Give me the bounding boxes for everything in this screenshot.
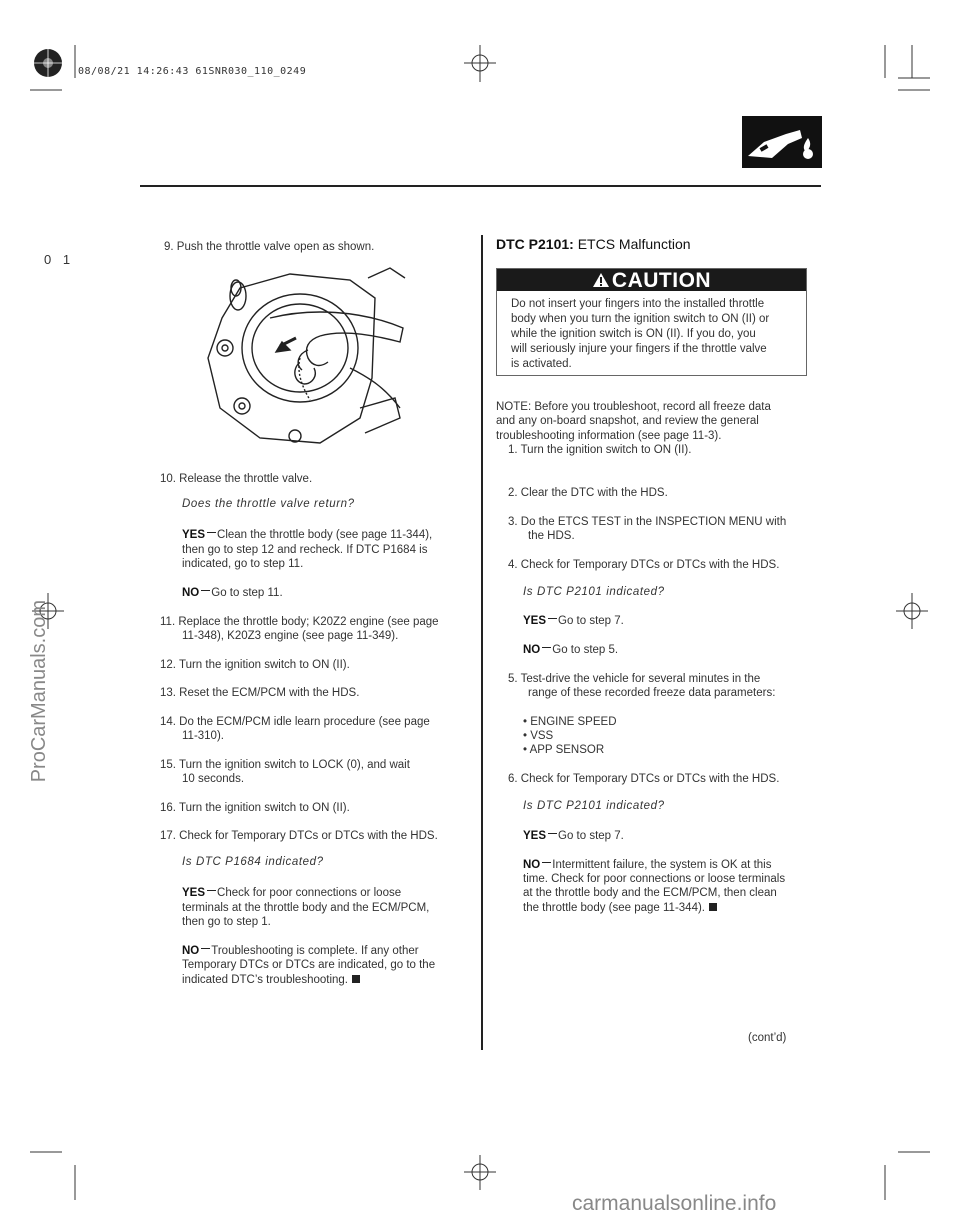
throttle-body-illustration [200, 258, 410, 454]
step-13: 13. Reset the ECM/PCM with the HDS. [160, 687, 360, 699]
r-step-2: 2. Clear the DTC with the HDS. [508, 487, 668, 499]
dtc-title: ETCS Malfunction [577, 236, 691, 252]
end-mark-icon [709, 903, 717, 911]
step-15: 15. Turn the ignition switch to LOCK (0), and wait [160, 759, 410, 771]
r-step-3-cont: the HDS. [528, 530, 575, 542]
yes-2-line-1: Check for poor connections or loose [217, 887, 402, 899]
fuel-nozzle-icon [742, 116, 822, 168]
note-line: troubleshooting information (see page 11-3). [496, 430, 722, 442]
step-9: 9. Push the throttle valve open as shown. [164, 241, 375, 253]
step-14: 14. Do the ECM/PCM idle learn procedure (see page [160, 716, 430, 728]
yes-label: YES [523, 615, 547, 627]
answer-yes-1 [182, 528, 432, 543]
question-throttle-return: Does the throttle valve return? [182, 498, 355, 510]
caution-line: while the ignition switch is ON (II). If you do, you [511, 328, 756, 340]
r-no-2-line-2: time. Check for poor connections or loose terminals [523, 873, 786, 885]
note-line: and any on-board snapshot, and review the general [496, 415, 759, 427]
continued-marker: (cont’d) [748, 1032, 787, 1044]
answer-no-2 [182, 944, 419, 959]
r-step-6: 6. Check for Temporary DTCs or DTCs with the HDS. [508, 773, 780, 785]
warning-triangle-icon [592, 272, 610, 288]
r-yes-2-text: Go to step 7. [558, 830, 624, 842]
step-16: 16. Turn the ignition switch to ON (II). [160, 802, 350, 814]
r-question-p2101-2: Is DTC P2101 indicated? [523, 800, 665, 812]
step-15-cont: 10 seconds. [182, 773, 245, 785]
param-item: • ENGINE SPEED [523, 716, 617, 728]
param-item: • APP SENSOR [523, 744, 605, 756]
note-line: NOTE: Before you troubleshoot, record all freeze data [496, 401, 771, 413]
caution-line: Do not insert your fingers into the installed throttle [511, 298, 765, 310]
no-1-text: Go to step 11. [211, 587, 283, 599]
side-watermark: ProCarManuals.com [28, 600, 50, 783]
no-2-line-1: Troubleshooting is complete. If any other [211, 945, 419, 957]
r-no-2-line-4-text: the throttle body (see page 11-344). [523, 902, 705, 914]
no-label: NO [182, 587, 200, 599]
dtc-code: DTC P2101: [496, 236, 574, 252]
answer-no-1 [182, 586, 283, 601]
caution-box [496, 268, 807, 376]
r-yes-1-text: Go to step 7. [558, 615, 624, 627]
caution-line: body when you turn the ignition switch to ON (II) or [511, 313, 770, 325]
no-label: NO [523, 859, 541, 871]
answer-yes-2 [182, 886, 401, 901]
step-12: 12. Turn the ignition switch to ON (II). [160, 659, 350, 671]
no-2-line-3 [182, 973, 360, 988]
caution-title: CAUTION [611, 269, 712, 292]
footer-watermark: carmanualsonline.info [572, 1192, 777, 1215]
header-rule [140, 185, 821, 187]
r-answer-no-2 [523, 858, 771, 873]
step-11-cont: 11-348), K20Z3 engine (see page 11-349). [182, 630, 399, 642]
no-label: NO [523, 644, 541, 656]
yes-label: YES [182, 887, 206, 899]
r-no-2-line-4 [523, 901, 717, 916]
caution-header [497, 269, 806, 291]
margin-mark: 0 1 [44, 252, 75, 267]
r-answer-no-1 [523, 643, 618, 658]
yes-2-line-2: terminals at the throttle body and the ECM/PCM, [182, 902, 430, 914]
no-label: NO [182, 945, 200, 957]
r-no-2-line-1: Intermittent failure, the system is OK at this [552, 859, 772, 871]
end-mark-icon [352, 975, 360, 983]
column-divider [481, 235, 483, 1050]
r-answer-yes-2 [523, 829, 624, 844]
r-step-4: 4. Check for Temporary DTCs or DTCs with the HDS. [508, 559, 780, 571]
step-17: 17. Check for Temporary DTCs or DTCs with the HDS. [160, 830, 438, 842]
no-2-line-2: Temporary DTCs or DTCs are indicated, go to the [182, 959, 436, 971]
no-2-line-3-text: indicated DTC’s troubleshooting. [182, 974, 348, 986]
dtc-heading [496, 236, 691, 252]
r-question-p2101-1: Is DTC P2101 indicated? [523, 586, 665, 598]
yes-1-line-2: then go to step 12 and recheck. If DTC P1684 is [182, 544, 428, 556]
r-no-2-line-3: at the throttle body and the ECM/PCM, then clean [523, 887, 777, 899]
r-step-3: 3. Do the ETCS TEST in the INSPECTION MENU with [508, 516, 787, 528]
yes-1-line-1: Clean the throttle body (see page 11-344), [217, 529, 433, 541]
print-timestamp: 08/08/21 14:26:43 61SNR030_110_0249 [78, 66, 307, 77]
r-no-1-text: Go to step 5. [552, 644, 619, 656]
param-item: • VSS [523, 730, 554, 742]
section-icon-box [742, 116, 822, 168]
step-11: 11. Replace the throttle body; K20Z2 engine (see page [160, 616, 439, 628]
yes-2-line-3: then go to step 1. [182, 916, 271, 928]
step-14-cont: 11-310). [182, 730, 224, 742]
caution-text [511, 297, 769, 372]
r-answer-yes-1 [523, 614, 624, 629]
question-p1684: Is DTC P1684 indicated? [182, 856, 324, 868]
yes-1-line-3: indicated, go to step 11. [182, 558, 304, 570]
step-10: 10. Release the throttle valve. [160, 473, 313, 485]
yes-label: YES [523, 830, 547, 842]
caution-line: is activated. [511, 358, 572, 370]
caution-line: will seriously injure your fingers if the throttle valve [511, 343, 767, 355]
yes-label: YES [182, 529, 206, 541]
r-step-5: 5. Test-drive the vehicle for several minutes in the [508, 673, 761, 685]
r-step-1: 1. Turn the ignition switch to ON (II). [508, 444, 692, 456]
r-step-5-cont: range of these recorded freeze data parameters: [528, 687, 776, 699]
